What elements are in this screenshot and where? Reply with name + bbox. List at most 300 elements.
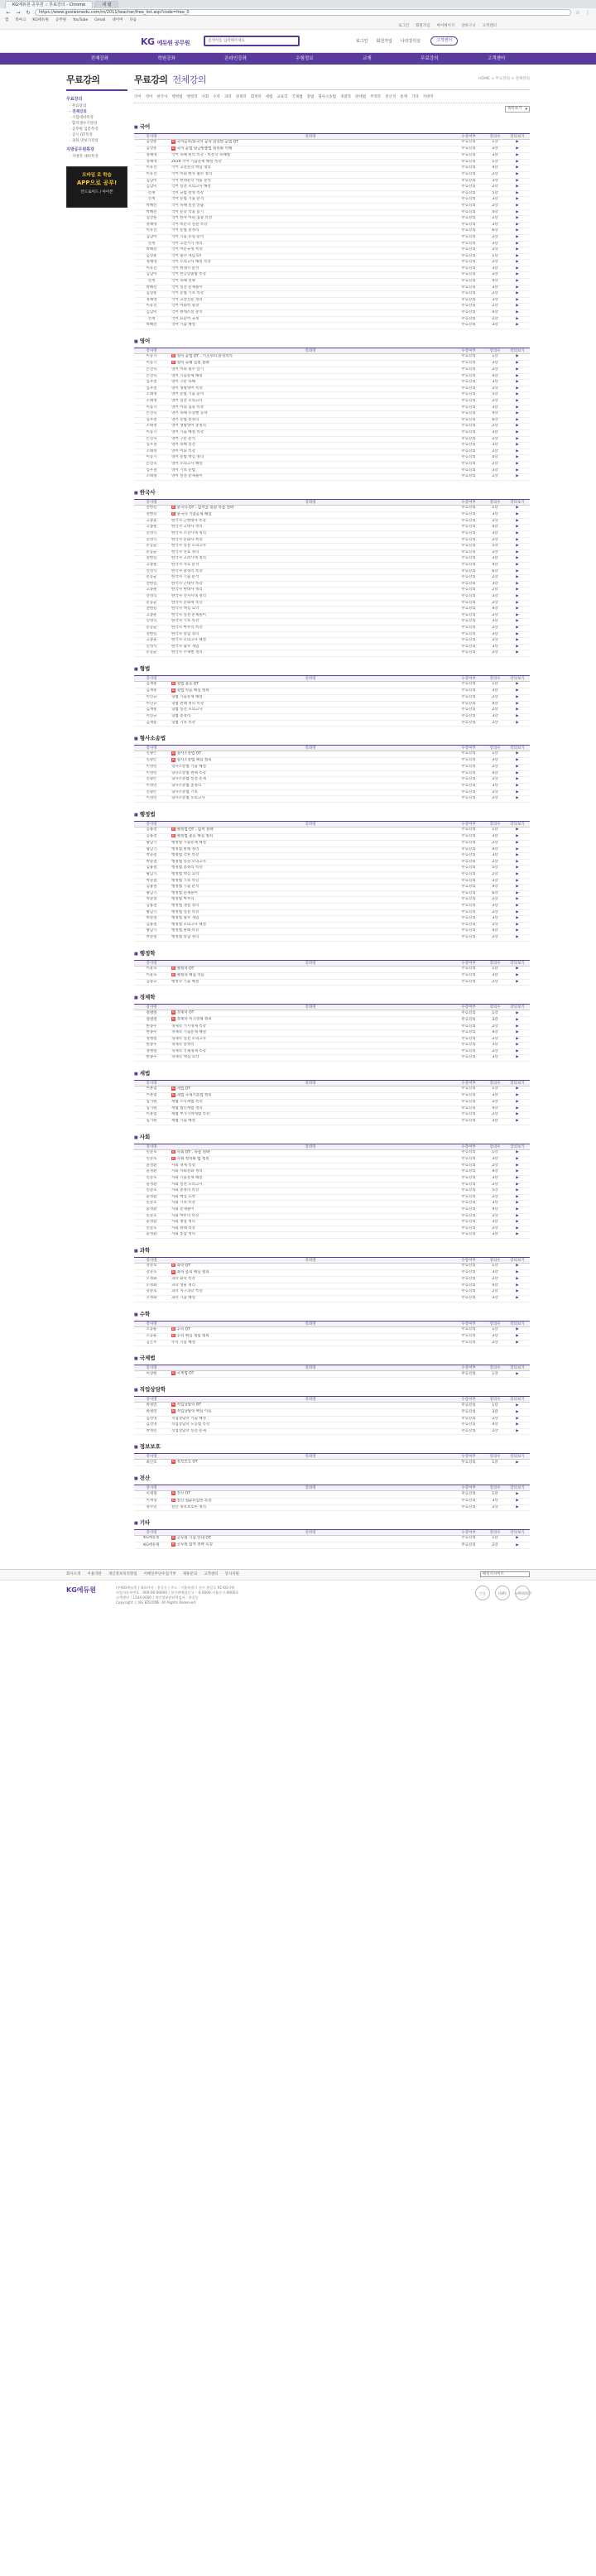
play-icon[interactable]: ▶ bbox=[516, 872, 519, 876]
lecture-title[interactable]: 한국사 실전 문제풀이 bbox=[169, 612, 452, 619]
lecture-title[interactable]: N 영어 문법 OT - 기초부터 완성까지 bbox=[169, 353, 452, 360]
bookmark[interactable]: 네이버 bbox=[112, 18, 123, 22]
play-icon[interactable]: ▶ bbox=[516, 1416, 519, 1421]
lecture-title[interactable]: 행정법 필수 개념 bbox=[169, 916, 452, 923]
lecture-title[interactable]: 한국사 조선시대 정리 bbox=[169, 531, 452, 538]
lecture-title[interactable]: 국어 독해 원리 특강 - 비문학 독해법 bbox=[169, 153, 452, 160]
play-icon[interactable]: ▶ bbox=[516, 222, 519, 227]
category-link[interactable]: 경제학 bbox=[235, 95, 247, 99]
footer-link[interactable]: 개인정보처리방침 bbox=[108, 1572, 137, 1577]
lecture-title[interactable]: 한국사 핵심 요약 bbox=[169, 607, 452, 613]
lecture-title[interactable]: 국어 어문규정 특강 bbox=[169, 247, 452, 254]
play-icon[interactable]: ▶ bbox=[516, 966, 519, 971]
bookmark[interactable]: Gmail bbox=[94, 17, 106, 22]
sidebar-item[interactable]: · 공시 OT특강 bbox=[70, 133, 93, 137]
play-icon[interactable]: ▶ bbox=[516, 392, 519, 397]
play-icon[interactable]: ▶ bbox=[516, 405, 519, 410]
lecture-title[interactable]: 행정법 문제풀이 bbox=[169, 890, 452, 897]
play-icon[interactable]: ▶ bbox=[516, 916, 519, 921]
lecture-title[interactable]: N 행정학 OT bbox=[169, 966, 452, 972]
category-link[interactable]: 통계 bbox=[400, 95, 407, 99]
category-link[interactable]: 회계학 bbox=[250, 95, 262, 99]
play-icon[interactable]: ▶ bbox=[516, 1542, 519, 1547]
lecture-title[interactable]: 한국사 총정리 특강 bbox=[169, 568, 452, 575]
play-icon[interactable]: ▶ bbox=[516, 847, 519, 851]
lecture-title[interactable]: N 직업상담학 핵심 이론 bbox=[169, 1409, 452, 1416]
play-icon[interactable]: ▶ bbox=[516, 241, 519, 246]
lecture-title[interactable]: 국어 문법 기초 특강 bbox=[169, 291, 452, 298]
lecture-title[interactable]: 과학 화학 특강 bbox=[169, 1277, 452, 1283]
play-icon[interactable]: ▶ bbox=[516, 234, 519, 239]
play-icon[interactable]: ▶ bbox=[516, 190, 519, 195]
play-icon[interactable]: ▶ bbox=[516, 361, 519, 366]
play-icon[interactable]: ▶ bbox=[516, 563, 519, 568]
lecture-title[interactable]: 국어 현대문학 작품 분석 bbox=[169, 178, 452, 185]
play-icon[interactable]: ▶ bbox=[516, 153, 519, 158]
lecture-title[interactable]: 행정법 핵심 요약 bbox=[169, 872, 452, 879]
play-icon[interactable]: ▶ bbox=[516, 789, 519, 794]
sidebar-item[interactable]: · 과목 맛보기강의 bbox=[70, 139, 99, 143]
play-icon[interactable]: ▶ bbox=[516, 1156, 519, 1161]
gnb-item[interactable]: 교재 bbox=[363, 56, 372, 61]
lecture-title[interactable]: 국어 표준어 규정 bbox=[169, 316, 452, 323]
play-icon[interactable]: ▶ bbox=[516, 1213, 519, 1218]
lecture-title[interactable]: 영어 독해 유형별 공략 bbox=[169, 411, 452, 418]
lecture-title[interactable]: 영어 실전 모의고사 bbox=[169, 398, 452, 405]
lecture-title[interactable]: 국어 어휘 한자 필수 정리 bbox=[169, 171, 452, 178]
lecture-title[interactable]: N 행정법 총론 핵심 정리 bbox=[169, 833, 452, 840]
lecture-title[interactable]: N 과학 OT bbox=[169, 1263, 452, 1269]
play-icon[interactable]: ▶ bbox=[516, 316, 519, 321]
footer-link[interactable]: 이용약관 bbox=[87, 1572, 102, 1577]
play-icon[interactable]: ▶ bbox=[516, 878, 519, 883]
category-link[interactable]: 영어 bbox=[145, 95, 153, 99]
play-icon[interactable]: ▶ bbox=[516, 701, 519, 706]
search-input[interactable]: 검색어를 입력해주세요 bbox=[204, 36, 300, 46]
lecture-title[interactable]: 국어 독해 전략 bbox=[169, 279, 452, 285]
play-icon[interactable]: ▶ bbox=[516, 1498, 519, 1503]
play-icon[interactable]: ▶ bbox=[516, 979, 519, 984]
lecture-title[interactable]: 한국사 모의고사 해설 bbox=[169, 638, 452, 645]
play-icon[interactable]: ▶ bbox=[516, 1206, 519, 1211]
play-icon[interactable]: ▶ bbox=[516, 380, 519, 385]
lecture-title[interactable]: 국어 어휘력 향상 bbox=[169, 304, 452, 310]
lecture-title[interactable]: 한국사 기초 특강 bbox=[169, 619, 452, 626]
lecture-title[interactable]: N 직업상담학 OT bbox=[169, 1403, 452, 1409]
play-icon[interactable]: ▶ bbox=[516, 1048, 519, 1053]
play-icon[interactable]: ▶ bbox=[516, 140, 519, 145]
browser-tab-new[interactable]: 새 탭 bbox=[94, 1, 118, 8]
play-icon[interactable]: ▶ bbox=[516, 1093, 519, 1098]
category-link[interactable]: 사회 bbox=[201, 95, 209, 99]
lecture-title[interactable]: N 사회 OT - 학습 전략 bbox=[169, 1149, 452, 1156]
lecture-title[interactable]: 직업상담학 실전 문제 bbox=[169, 1428, 452, 1435]
play-icon[interactable]: ▶ bbox=[516, 1176, 519, 1180]
play-icon[interactable]: ▶ bbox=[516, 770, 519, 775]
play-icon[interactable]: ▶ bbox=[516, 619, 519, 624]
util-link[interactable]: 회원가입 bbox=[376, 39, 392, 44]
play-icon[interactable]: ▶ bbox=[516, 455, 519, 460]
sidebar-item[interactable]: · 전체강의 bbox=[70, 110, 87, 114]
play-icon[interactable]: ▶ bbox=[516, 549, 519, 554]
sidebar-item[interactable]: · 지방직 대비특강 bbox=[70, 155, 99, 159]
lecture-title[interactable]: 한국사 연표 정리 bbox=[169, 549, 452, 556]
play-icon[interactable]: ▶ bbox=[516, 1163, 519, 1168]
play-icon[interactable]: ▶ bbox=[516, 197, 519, 202]
lecture-title[interactable]: N 형법 총론 OT bbox=[169, 681, 452, 688]
play-icon[interactable]: ▶ bbox=[516, 1403, 519, 1408]
lecture-title[interactable]: 경제학 국제경제 특강 bbox=[169, 1048, 452, 1055]
play-icon[interactable]: ▶ bbox=[516, 1422, 519, 1427]
lecture-title[interactable]: 행정법 통합 정리 bbox=[169, 934, 452, 941]
play-icon[interactable]: ▶ bbox=[516, 650, 519, 655]
bookmark[interactable]: 북마크 bbox=[15, 18, 26, 22]
lecture-title[interactable]: 국어 모의고사 해설 특강 bbox=[169, 260, 452, 266]
play-icon[interactable]: ▶ bbox=[516, 203, 519, 208]
lecture-title[interactable]: 영어 기출 해설 특강 bbox=[169, 429, 452, 436]
footer-link[interactable]: 이메일무단수집거부 bbox=[143, 1572, 176, 1577]
play-icon[interactable]: ▶ bbox=[516, 1055, 519, 1060]
play-icon[interactable]: ▶ bbox=[516, 291, 519, 296]
play-icon[interactable]: ▶ bbox=[516, 1283, 519, 1288]
play-icon[interactable]: ▶ bbox=[516, 449, 519, 453]
footer-link[interactable]: 회사소개 bbox=[66, 1572, 81, 1577]
play-icon[interactable]: ▶ bbox=[516, 1106, 519, 1111]
lecture-title[interactable]: 경제학 총정리 bbox=[169, 1043, 452, 1049]
lecture-title[interactable]: 사회 문제풀이 bbox=[169, 1206, 452, 1213]
gnb-item[interactable]: 온라인강좌 bbox=[224, 56, 247, 61]
play-icon[interactable]: ▶ bbox=[516, 354, 519, 359]
lecture-title[interactable]: 국어 필수 개념 OT bbox=[169, 253, 452, 260]
play-icon[interactable]: ▶ bbox=[516, 367, 519, 372]
lecture-title[interactable]: 국어 실전 문제풀이 bbox=[169, 285, 452, 291]
lecture-title[interactable]: N 영어 독해 실전 전략 bbox=[169, 360, 452, 367]
lecture-title[interactable]: 사회 판례 특강 bbox=[169, 1226, 452, 1232]
footer-link[interactable]: 강사지원 bbox=[224, 1572, 239, 1577]
lecture-title[interactable]: N 행정학 핵심 이론 bbox=[169, 972, 452, 979]
play-icon[interactable]: ▶ bbox=[516, 928, 519, 933]
category-link[interactable]: 국제법 bbox=[291, 95, 303, 99]
play-icon[interactable]: ▶ bbox=[516, 909, 519, 914]
play-icon[interactable]: ▶ bbox=[516, 373, 519, 378]
lecture-title[interactable]: 행정법 실전 모의고사 bbox=[169, 859, 452, 866]
category-link[interactable]: 한국사 bbox=[156, 95, 168, 99]
play-icon[interactable]: ▶ bbox=[516, 890, 519, 895]
lecture-title[interactable]: 형사소송법 기출 해설 bbox=[169, 765, 452, 771]
lecture-title[interactable]: 영어 기출문제 해설 bbox=[169, 373, 452, 380]
play-icon[interactable]: ▶ bbox=[516, 612, 519, 617]
lecture-title[interactable]: 한국사 기출 분석 bbox=[169, 575, 452, 582]
lecture-title[interactable]: 사회 쟁점 정리 bbox=[169, 1220, 452, 1226]
lecture-title[interactable]: 형사소송법 모의고사 bbox=[169, 796, 452, 803]
play-icon[interactable]: ▶ bbox=[516, 1182, 519, 1187]
lecture-title[interactable]: 직업상담학 기출 해설 bbox=[169, 1416, 452, 1422]
lecture-title[interactable]: 국어 고전산문 정리 bbox=[169, 297, 452, 304]
play-icon[interactable]: ▶ bbox=[516, 537, 519, 542]
lecture-title[interactable]: 사회 총정리 특강 bbox=[169, 1188, 452, 1195]
lecture-title[interactable]: 한국사 근대사 특강 bbox=[169, 581, 452, 588]
lecture-title[interactable]: 형사소송법 기초 bbox=[169, 789, 452, 796]
play-icon[interactable]: ▶ bbox=[516, 556, 519, 561]
browser-tab-active[interactable]: KG에듀원 공무원 :: 무료강의 - Chrome bbox=[5, 1, 93, 8]
address-bar[interactable]: https://www.gosiwonedu.com/m/2011/teacher/free_list.asp?code=free_0 bbox=[35, 9, 571, 16]
lecture-title[interactable]: 행정법 쟁점 정리 bbox=[169, 903, 452, 909]
bookmark[interactable]: 다음 bbox=[129, 18, 137, 22]
menu-icon[interactable]: ⋮ bbox=[585, 9, 590, 16]
play-icon[interactable]: ▶ bbox=[516, 934, 519, 939]
play-icon[interactable]: ▶ bbox=[516, 260, 519, 265]
view-select[interactable]: 목록보기 ▾ bbox=[505, 106, 530, 113]
lecture-title[interactable]: 사회 기출문제 해설 bbox=[169, 1176, 452, 1182]
play-icon[interactable]: ▶ bbox=[516, 765, 519, 770]
play-icon[interactable]: ▶ bbox=[516, 720, 519, 725]
lecture-title[interactable]: N 사회 정치와 법 정리 bbox=[169, 1156, 452, 1163]
play-icon[interactable]: ▶ bbox=[516, 607, 519, 612]
play-icon[interactable]: ▶ bbox=[516, 644, 519, 649]
play-icon[interactable]: ▶ bbox=[516, 411, 519, 416]
play-icon[interactable]: ▶ bbox=[516, 682, 519, 687]
lecture-title[interactable]: 행정법 기출문제 해설 bbox=[169, 841, 452, 847]
customer-center-button[interactable]: 고객센터 bbox=[430, 36, 458, 46]
category-link[interactable]: 전산직 bbox=[385, 95, 397, 99]
lecture-title[interactable]: 행정법 총정리 특강 bbox=[169, 866, 452, 872]
bookmark[interactable]: KG에듀원 bbox=[32, 18, 49, 22]
play-icon[interactable]: ▶ bbox=[516, 1100, 519, 1105]
lecture-title[interactable]: 영어 문법 기출 분석 bbox=[169, 392, 452, 399]
lecture-title[interactable]: 행정법 판례 특강 bbox=[169, 928, 452, 935]
play-icon[interactable]: ▶ bbox=[516, 751, 519, 756]
top-link[interactable]: 마이페이지 bbox=[436, 24, 455, 28]
lecture-title[interactable]: 형법 기초 특강 bbox=[169, 720, 452, 727]
play-icon[interactable]: ▶ bbox=[516, 1491, 519, 1496]
play-icon[interactable]: ▶ bbox=[516, 1030, 519, 1035]
play-icon[interactable]: ▶ bbox=[516, 1460, 519, 1465]
play-icon[interactable]: ▶ bbox=[516, 310, 519, 315]
lecture-title[interactable]: 형법 기출문제 해설 bbox=[169, 695, 452, 702]
play-icon[interactable]: ▶ bbox=[516, 417, 519, 422]
lecture-title[interactable]: 한국사 마무리 특강 bbox=[169, 625, 452, 631]
lecture-title[interactable]: 수학 기출 해설 bbox=[169, 1340, 452, 1346]
play-icon[interactable]: ▶ bbox=[516, 777, 519, 782]
lecture-title[interactable]: 국어 고전문학 핵심 정리 bbox=[169, 165, 452, 172]
lecture-title[interactable]: 사회 핵심 요약 bbox=[169, 1194, 452, 1201]
lecture-title[interactable]: 경제학 핵심 요약 bbox=[169, 1055, 452, 1062]
lecture-title[interactable]: N 국어 문법 한글맞춤법 원리와 이해 bbox=[169, 146, 452, 153]
lecture-title[interactable]: 과학 지구과학 특강 bbox=[169, 1289, 452, 1296]
play-icon[interactable]: ▶ bbox=[516, 638, 519, 643]
play-icon[interactable]: ▶ bbox=[516, 581, 519, 586]
lecture-title[interactable]: 행정법 실전 특강 bbox=[169, 909, 452, 916]
lecture-title[interactable]: 국어 독해 실전 연습 bbox=[169, 203, 452, 209]
play-icon[interactable]: ▶ bbox=[516, 903, 519, 908]
play-icon[interactable]: ▶ bbox=[516, 297, 519, 302]
lecture-title[interactable]: 세법 법인세법 정리 bbox=[169, 1106, 452, 1112]
play-icon[interactable]: ▶ bbox=[516, 209, 519, 214]
play-icon[interactable]: ▶ bbox=[516, 1024, 519, 1029]
lecture-title[interactable]: 국어 현대시 분석 bbox=[169, 266, 452, 272]
lecture-title[interactable]: 영어 실전 문제풀이 bbox=[169, 474, 452, 481]
bookmark[interactable]: YouTube bbox=[72, 17, 89, 22]
gnb-item[interactable]: 고객센터 bbox=[487, 56, 506, 61]
play-icon[interactable]: ▶ bbox=[516, 424, 519, 429]
lecture-title[interactable]: N 경제학 OT bbox=[169, 1010, 452, 1017]
lecture-title[interactable]: 국어 문법 기출 분석 bbox=[169, 197, 452, 204]
lecture-title[interactable]: 영어 어휘 집중 특강 bbox=[169, 405, 452, 411]
lecture-title[interactable]: 직업상담학 노동법 특강 bbox=[169, 1422, 452, 1429]
play-icon[interactable]: ▶ bbox=[516, 146, 519, 151]
play-icon[interactable]: ▶ bbox=[516, 1201, 519, 1206]
footer-link[interactable]: 고객센터 bbox=[204, 1572, 219, 1577]
lecture-title[interactable]: 세법 기출 해설 bbox=[169, 1119, 452, 1125]
top-link[interactable]: 장바구니 bbox=[461, 24, 476, 28]
lecture-title[interactable]: 경제학 실전 모의고사 bbox=[169, 1036, 452, 1043]
play-icon[interactable]: ▶ bbox=[516, 859, 519, 864]
lecture-title[interactable]: 과학 기출 해설 bbox=[169, 1295, 452, 1302]
play-icon[interactable]: ▶ bbox=[516, 1188, 519, 1193]
play-icon[interactable]: ▶ bbox=[516, 853, 519, 858]
play-icon[interactable]: ▶ bbox=[516, 1326, 519, 1331]
lecture-title[interactable]: N 형사소송법 OT bbox=[169, 751, 452, 758]
lecture-title[interactable]: 영어 문법 핵심 정리 bbox=[169, 455, 452, 462]
category-link[interactable]: 세법 bbox=[265, 95, 273, 99]
lecture-title[interactable]: 영어 모의고사 해설 bbox=[169, 461, 452, 468]
gnb-item[interactable]: 학원강좌 bbox=[157, 56, 175, 61]
family-site-select[interactable]: 패밀리사이트 bbox=[480, 1571, 530, 1577]
lecture-title[interactable]: N 국어문학/한국어 문학 완성반 문법 OT bbox=[169, 140, 452, 146]
play-icon[interactable]: ▶ bbox=[516, 1340, 519, 1345]
lecture-title[interactable]: 행정법 마무리 bbox=[169, 897, 452, 904]
category-link[interactable]: 수학 bbox=[213, 95, 220, 99]
play-icon[interactable]: ▶ bbox=[516, 1010, 519, 1015]
play-icon[interactable]: ▶ bbox=[516, 1194, 519, 1199]
play-icon[interactable]: ▶ bbox=[516, 436, 519, 441]
lecture-title[interactable]: 영어 생활영어 특강 bbox=[169, 386, 452, 392]
play-icon[interactable]: ▶ bbox=[516, 1536, 519, 1541]
lecture-title[interactable]: N 형법 각론 핵심 정리 bbox=[169, 688, 452, 695]
star-icon[interactable]: ☆ bbox=[575, 9, 580, 16]
play-icon[interactable]: ▶ bbox=[516, 827, 519, 832]
lecture-title[interactable]: 국어 고전시가 정리 bbox=[169, 241, 452, 247]
play-icon[interactable]: ▶ bbox=[516, 841, 519, 846]
play-icon[interactable]: ▶ bbox=[516, 568, 519, 573]
play-icon[interactable]: ▶ bbox=[516, 1371, 519, 1376]
play-icon[interactable]: ▶ bbox=[516, 1226, 519, 1230]
play-icon[interactable]: ▶ bbox=[516, 386, 519, 391]
play-icon[interactable]: ▶ bbox=[516, 279, 519, 284]
play-icon[interactable]: ▶ bbox=[516, 468, 519, 473]
play-icon[interactable]: ▶ bbox=[516, 1220, 519, 1225]
play-icon[interactable]: ▶ bbox=[516, 796, 519, 801]
lecture-title[interactable]: 형사소송법 판례 특강 bbox=[169, 770, 452, 777]
lecture-title[interactable]: 영어 문법 총정리 bbox=[169, 417, 452, 424]
lecture-title[interactable]: 경제학 거시경제 특강 bbox=[169, 1024, 452, 1030]
lecture-title[interactable]: 한국사 문화재 특강 bbox=[169, 600, 452, 607]
lecture-title[interactable]: 국어 비문학 실전 특강 bbox=[169, 222, 452, 228]
play-icon[interactable]: ▶ bbox=[516, 304, 519, 309]
lecture-title[interactable]: 영어 구문 독해 bbox=[169, 380, 452, 386]
lecture-title[interactable]: 형사소송법 실전 문제 bbox=[169, 777, 452, 784]
lecture-title[interactable]: N 수학 핵심 개념 정리 bbox=[169, 1333, 452, 1340]
play-icon[interactable]: ▶ bbox=[516, 758, 519, 763]
play-icon[interactable]: ▶ bbox=[516, 474, 519, 479]
lecture-title[interactable]: 사회 기초 특강 bbox=[169, 1201, 452, 1207]
bookmark[interactable]: 앱 bbox=[5, 18, 9, 22]
lecture-title[interactable]: 한국사 통합 정리 bbox=[169, 631, 452, 638]
play-icon[interactable]: ▶ bbox=[516, 159, 519, 164]
play-icon[interactable]: ▶ bbox=[516, 1264, 519, 1269]
play-icon[interactable]: ▶ bbox=[516, 922, 519, 927]
play-icon[interactable]: ▶ bbox=[516, 1333, 519, 1338]
play-icon[interactable]: ▶ bbox=[516, 631, 519, 636]
play-icon[interactable]: ▶ bbox=[516, 885, 519, 890]
play-icon[interactable]: ▶ bbox=[516, 398, 519, 403]
play-icon[interactable]: ▶ bbox=[516, 512, 519, 517]
play-icon[interactable]: ▶ bbox=[516, 518, 519, 523]
play-icon[interactable]: ▶ bbox=[516, 1017, 519, 1022]
reload-icon[interactable]: ↻ bbox=[26, 9, 31, 16]
play-icon[interactable]: ▶ bbox=[516, 866, 519, 871]
lecture-title[interactable]: 한국사 사료 분석 bbox=[169, 563, 452, 569]
util-link[interactable]: 나의강의실 bbox=[400, 39, 421, 44]
app-banner[interactable] bbox=[66, 166, 127, 208]
play-icon[interactable]: ▶ bbox=[516, 1112, 519, 1117]
play-icon[interactable]: ▶ bbox=[516, 1277, 519, 1282]
category-link[interactable]: 기타 bbox=[411, 95, 419, 99]
top-link[interactable]: 회원가입 bbox=[416, 24, 430, 28]
lecture-title[interactable]: N 전산 컴퓨터일반 특강 bbox=[169, 1498, 452, 1504]
lecture-title[interactable]: N 과학 물리 핵심 정리 bbox=[169, 1270, 452, 1277]
lecture-title[interactable]: N 전산 OT bbox=[169, 1491, 452, 1498]
lecture-title[interactable]: 영어 기초 문법 bbox=[169, 468, 452, 474]
play-icon[interactable]: ▶ bbox=[516, 625, 519, 630]
play-icon[interactable]: ▶ bbox=[516, 897, 519, 902]
lecture-title[interactable]: N 경제학 미시경제 정리 bbox=[169, 1017, 452, 1024]
lecture-title[interactable]: 영어 어휘 필수 암기 bbox=[169, 367, 452, 374]
play-icon[interactable]: ▶ bbox=[516, 713, 519, 718]
play-icon[interactable]: ▶ bbox=[516, 443, 519, 448]
play-icon[interactable]: ▶ bbox=[516, 1270, 519, 1275]
lecture-title[interactable]: 한국사 현대사 정리 bbox=[169, 588, 452, 594]
play-icon[interactable]: ▶ bbox=[516, 165, 519, 170]
play-icon[interactable]: ▶ bbox=[516, 253, 519, 258]
site-logo[interactable] bbox=[141, 36, 190, 47]
play-icon[interactable]: ▶ bbox=[516, 1289, 519, 1294]
play-icon[interactable]: ▶ bbox=[516, 688, 519, 693]
play-icon[interactable]: ▶ bbox=[516, 1232, 519, 1237]
category-link[interactable]: 관세법 bbox=[355, 95, 367, 99]
category-link[interactable]: 행정법 bbox=[171, 95, 183, 99]
lecture-title[interactable]: 형법 총정리 bbox=[169, 713, 452, 720]
lecture-title[interactable]: 국어 문학 작품 읽기 bbox=[169, 209, 452, 216]
lecture-title[interactable]: 한국사 실전 모의고사 bbox=[169, 544, 452, 550]
sidebar-group-title[interactable]: 무료강의 bbox=[66, 97, 83, 102]
play-icon[interactable]: ▶ bbox=[516, 600, 519, 605]
lecture-title[interactable]: 영어 어휘 특강 bbox=[169, 449, 452, 455]
lecture-title[interactable]: 국어 한글맞춤법 특강 bbox=[169, 272, 452, 279]
lecture-title[interactable]: N 공무원 시험 안내 OT bbox=[169, 1536, 452, 1542]
top-link[interactable]: 로그인 bbox=[398, 24, 410, 28]
play-icon[interactable]: ▶ bbox=[516, 216, 519, 221]
lecture-title[interactable]: 한국사 고려시대 정리 bbox=[169, 556, 452, 563]
category-link[interactable]: 행정학 bbox=[186, 95, 198, 99]
play-icon[interactable]: ▶ bbox=[516, 834, 519, 839]
sidebar-item[interactable]: · 무료강의 bbox=[70, 104, 87, 108]
play-icon[interactable]: ▶ bbox=[516, 1149, 519, 1154]
play-icon[interactable]: ▶ bbox=[516, 1428, 519, 1433]
lecture-title[interactable]: 2019 국어 기출문제 해설 특강 bbox=[169, 159, 452, 165]
back-icon[interactable]: ← bbox=[6, 9, 11, 16]
lecture-title[interactable]: 영어 독해 실전 bbox=[169, 443, 452, 449]
